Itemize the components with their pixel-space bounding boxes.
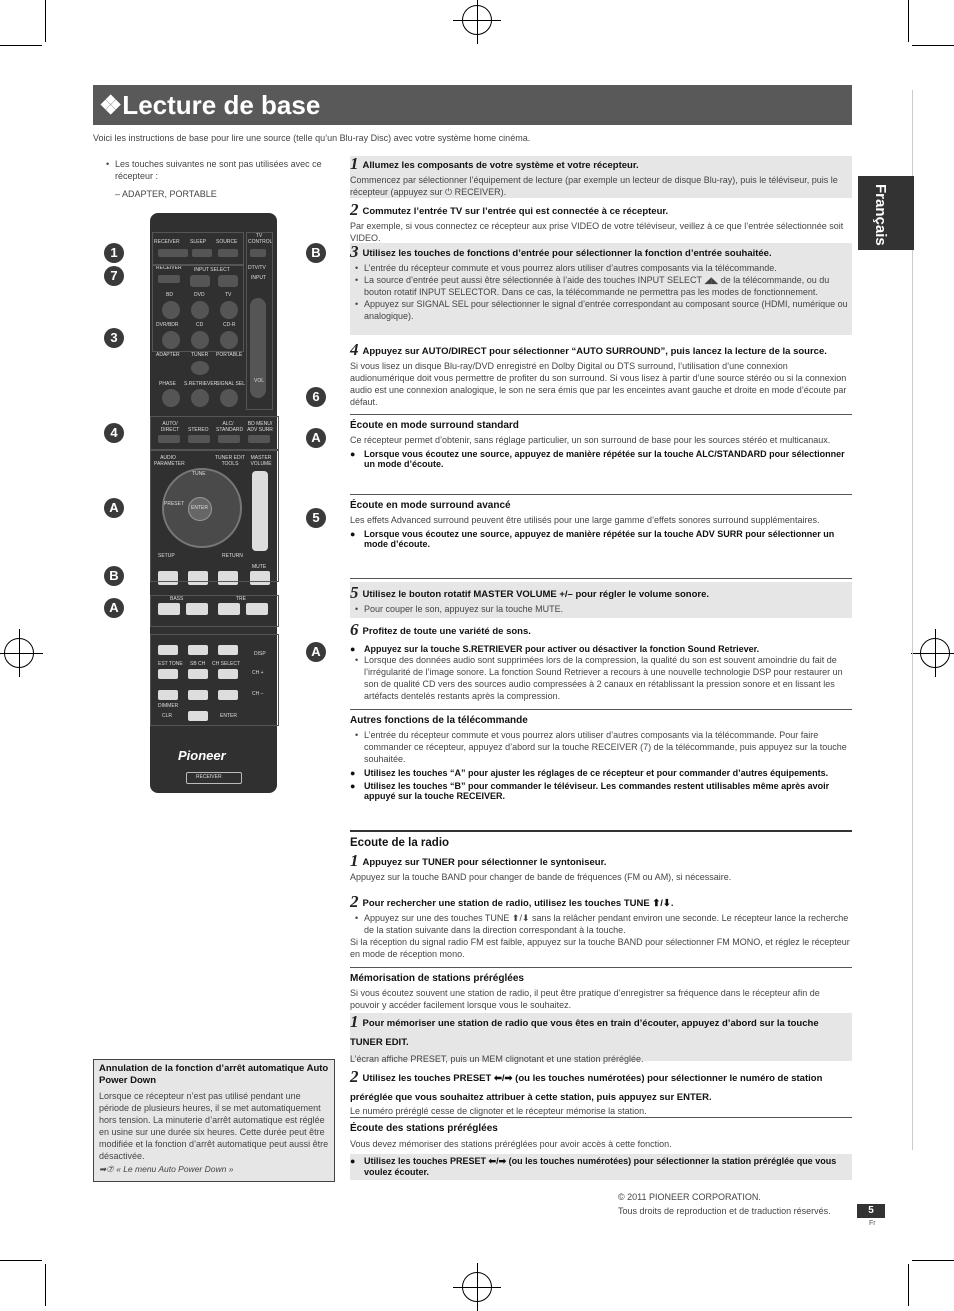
step-bullet: • Appuyez sur SIGNAL SEL pour sélectionner le signal d’entrée correspondant au composant source (HDMI, numérique ou analogique). — [364, 298, 850, 322]
advanced-surround-section — [350, 500, 850, 549]
crop-mark — [45, 0, 46, 42]
auto-power-down-box — [93, 1059, 335, 1182]
registration-mark — [920, 638, 950, 668]
section-rule — [350, 1117, 852, 1118]
step-4 — [350, 340, 850, 408]
step-body: Le numéro préréglé cesse de clignoter et le récepteur mémorise la station. — [350, 1106, 647, 1116]
remote-label: DVR/BDR — [156, 322, 179, 328]
remote-label: MUTE — [252, 564, 267, 570]
remote-label: CD — [196, 322, 204, 328]
remote-label: CH SELECT — [212, 661, 241, 667]
callout-marker: 1 — [104, 243, 124, 263]
step-number: 1 — [350, 851, 359, 870]
remote-label: TV CONTROL — [248, 233, 273, 245]
remote-label: INPUT SELECT — [194, 267, 230, 273]
brand-logo: Pioneer — [178, 748, 226, 763]
retriever-bullet: • Lorsque des données audio sont supprimées lors de la compression, la qualité du son est souvent amoindrie du fait de l’irrégularité de l’image sonore. La fonction Sound Retriever a recours à une nouvelle technologie DSP pour restaurer un son de qualité CD vers des sources audio compressées à 2 canaux en rétablissant la pression sonore et en lissant les artéfacts dentelés restants après la compression. — [364, 654, 850, 702]
remote-label: RECEIVER — [154, 239, 180, 245]
section-body: Si vous écoutez souvent une station de radio, il peut être pratique d’enregistrer sa fréquence dans le récepteur afin de pouvoir y accéder facilement lorsque vous le souhaitez. — [350, 988, 820, 1010]
remote-label: BD MENU/ ADV SURR — [247, 421, 273, 433]
step-number: 6 — [350, 620, 359, 639]
keys-b-instruction: ● Utilisez les touches “B” pour commander le téléviseur. Les commandes restent utilisables même après avoir appuyé sur la touche RECEIVER. — [350, 781, 850, 801]
crop-mark — [912, 45, 954, 46]
remote-label: TRE — [236, 596, 246, 602]
step-title: Utilisez les touches de fonctions d’entrée pour sélectionner la fonction d’entrée souhaitée. — [362, 248, 772, 259]
keys-a-instruction: ● Utilisez les touches “A” pour ajuster les réglages de ce récepteur et pour commander d’autres équipements. — [350, 768, 850, 778]
remote-label: RETURN — [222, 553, 243, 559]
remote-label: CD-R — [223, 322, 236, 328]
retriever-instruction: ● Appuyez sur la touche S.RETRIEVER pour activer ou désactiver la fonction Sound Retriever. — [350, 644, 850, 654]
remote-label: TUNE — [192, 471, 206, 477]
section-body: Ce récepteur permet d’obtenir, sans réglage particulier, un son surround de base pour les sources stéréo et multicanaux. — [350, 435, 831, 445]
registration-mark — [462, 5, 492, 35]
callout-marker: A — [306, 642, 326, 662]
step-title: Allumez les composants de votre système et votre récepteur. — [362, 160, 639, 171]
remote-label: DIMMER — [158, 703, 179, 709]
step-number: 2 — [350, 200, 359, 219]
step-title: Pour mémoriser une station de radio que vous êtes en train d’écouter, appuyez d’abord sur la touche TUNER EDIT. — [350, 1018, 819, 1048]
remote-label: TUNER EDIT TOOLS — [215, 455, 245, 467]
box-body: Lorsque ce récepteur n’est pas utilisé pendant une période de plusieurs heures, il se met automatiquement hors tension. La minuterie d’arrêt automatique est réglée en usine sur une durée six heures. Cette durée peut être modifiée et la fonction d’arrêt automatique peut aussi être désactivée. — [99, 1091, 329, 1161]
section-rule — [350, 709, 852, 710]
step-title: Appuyez sur TUNER pour sélectionner le syntoniseur. — [362, 857, 607, 868]
remote-label: EST TONE — [158, 661, 183, 667]
section-heading: Autres fonctions de la télécommande — [350, 715, 528, 726]
remote-label: CH + — [252, 670, 264, 676]
remote-label: BD — [166, 292, 173, 298]
step-2 — [350, 200, 850, 244]
crop-mark — [0, 45, 42, 46]
step-3 — [350, 242, 850, 322]
section-rule — [350, 967, 852, 968]
section-body: Vous devez mémoriser des stations préréglées pour avoir accès à cette fonction. — [350, 1139, 672, 1149]
step-number: 4 — [350, 340, 359, 359]
crop-mark — [908, 0, 909, 42]
step-bullet: • Pour couper le son, appuyez sur la touche MUTE. — [364, 603, 850, 615]
listen-preset-instruction: ● Utilisez les touches PRESET ⬅/➡ (ou les touches numérotées) pour sélectionner la station préréglée que vous voulez écouter. — [350, 1156, 852, 1177]
remote-label: BASS — [170, 596, 184, 602]
callout-marker: B — [104, 566, 124, 586]
signal-sel-button — [220, 389, 238, 407]
remote-label: SOURCE — [216, 239, 238, 245]
copyright-rights: Tous droits de reproduction et de traduction réservés. — [618, 1206, 831, 1216]
step-title: Appuyez sur AUTO/DIRECT pour sélectionner “AUTO SURROUND”, puis lancez la lecture de la source. — [362, 346, 827, 357]
remote-label: TUNER — [191, 352, 209, 358]
language-tab-label: Français — [872, 184, 889, 246]
remote-label: DVD — [194, 292, 205, 298]
section-heading: Ecoute de la radio — [350, 837, 450, 849]
bracket-e — [150, 450, 279, 582]
step-body: Appuyez sur la touche BAND pour changer de bande de fréquences (FM ou AM), si nécessaire. — [350, 872, 732, 882]
copyright: © 2011 PIONEER CORPORATION. — [618, 1192, 761, 1202]
note-line: • Les touches suivantes ne sont pas utilisées avec ce récepteur : — [115, 158, 339, 182]
remote-label: SLEEP — [190, 239, 207, 245]
crop-mark — [45, 1264, 46, 1306]
step-body: Si vous lisez un disque Blu-ray/DVD enregistré en Dolby Digital ou DTS surround, l’utilisation d’une connexion audionumérique doit vous permettre de profiter du son surround. Si vous lisez à partir d’une source stéréo ou si la connexion audio est une connexion analogique, le son ne sera émis que par les enceintes avant gauche et droite en mode d’écoute par défaut. — [350, 361, 847, 407]
step-bullet: • Appuyez sur une des touches TUNE ⬆/⬇ sans la relâcher pendant environ une seconde. Le récepteur lance la recherche de la station suivante dans la direction correspondant à la touche. — [364, 912, 850, 936]
step-body: Par exemple, si vous connectez ce récepteur aux prise VIDEO de votre téléviseur, veillez à ce que l’entrée sélectionnée soit VIDEO. — [350, 221, 844, 243]
section-heading: Mémorisation de stations préréglées — [350, 973, 524, 984]
step-number: 1 — [350, 154, 359, 173]
box-title: Annulation de la fonction d’arrêt automatique Auto Power Down — [99, 1063, 329, 1086]
remote-label: RECEIVER — [196, 774, 222, 780]
bracket-d — [150, 416, 279, 450]
callout-marker: B — [306, 243, 326, 263]
language-tab — [858, 176, 914, 250]
page-language: Fr — [869, 1220, 876, 1227]
section-instruction: ● Lorsque vous écoutez une source, appuyez de manière répétée sur la touche ADV SURR pour sélectionner un mode d’écoute. — [350, 529, 850, 549]
step-title: Pour rechercher une station de radio, utilisez les touches TUNE ⬆/⬇. — [362, 898, 674, 909]
bracket-c — [246, 232, 273, 410]
remote-label: CLR — [162, 713, 173, 719]
bracket-a — [152, 232, 244, 266]
remote-label: AUDIO PARAMETER — [154, 455, 185, 467]
preset-step-2 — [350, 1067, 850, 1117]
step-number: 5 — [350, 583, 359, 602]
preset-step-1 — [350, 1012, 850, 1065]
remote-label: MASTER VOLUME — [250, 455, 272, 467]
section-instruction: ● Lorsque vous écoutez une source, appuyez de manière répétée sur la touche ALC/STANDARD pour sélectionner un mode d’écoute. — [350, 449, 850, 469]
remote-label: S.RETRIEVER — [184, 381, 218, 387]
callout-marker: 5 — [306, 508, 326, 528]
step-title: Utilisez le bouton rotatif MASTER VOLUME +/– pour régler le volume sonore. — [362, 589, 710, 600]
step-bullet: • L’entrée du récepteur commute et vous pourrez alors utiliser d’autres composants via la télécommande. — [364, 262, 850, 274]
section-heading: Écoute des stations préréglées — [350, 1123, 498, 1134]
remote-label: ENTER — [220, 713, 237, 719]
remote-label: DTV/TV — [248, 265, 266, 271]
step-number: 2 — [350, 892, 359, 911]
step-body: L’écran affiche PRESET, puis un MEM clignotant et une station préréglée. — [350, 1054, 644, 1064]
callout-marker: A — [306, 428, 326, 448]
remote-label: ALC/ STANDARD — [216, 421, 244, 433]
remote-label: SIGNAL SEL — [216, 381, 245, 387]
crop-mark — [912, 1260, 954, 1261]
step-5 — [350, 583, 850, 615]
page-title: ❖Lecture de base — [93, 85, 852, 125]
remote-label: ENTER — [191, 505, 208, 511]
callout-marker: A — [104, 598, 124, 618]
listen-preset-section — [350, 1123, 850, 1150]
remote-label: SETUP — [158, 553, 175, 559]
radio-step-2 — [350, 892, 850, 960]
remote-label: CH – — [252, 691, 264, 697]
step-1 — [350, 154, 850, 198]
remote-label: INPUT — [251, 275, 266, 281]
s-retriever-button — [191, 389, 209, 407]
remote-label: PHASE — [159, 381, 176, 387]
remote-label: AUTO/ DIRECT — [160, 421, 180, 433]
registration-mark — [4, 638, 34, 668]
remote-label: PORTABLE — [216, 352, 243, 358]
preset-memory-section — [350, 973, 850, 1011]
callout-marker: A — [104, 498, 124, 518]
unused-keys-note — [99, 158, 339, 200]
step-number: 1 — [350, 1012, 359, 1031]
section-rule — [350, 830, 852, 832]
page-number: 5 — [857, 1204, 885, 1218]
crop-mark — [0, 1260, 42, 1261]
callout-marker: 4 — [104, 423, 124, 443]
section-heading: Écoute en mode surround avancé — [350, 500, 511, 511]
box-reference: ➡⑦ « Le menu Auto Power Down » — [99, 1164, 234, 1174]
step-6 — [350, 620, 850, 702]
radio-section — [350, 837, 850, 883]
remote-label: DISP — [254, 651, 266, 657]
step-number: 2 — [350, 1067, 359, 1086]
callout-marker: 6 — [306, 387, 326, 407]
remote-label: TV — [225, 292, 232, 298]
crop-mark — [908, 1264, 909, 1306]
bracket-f — [150, 595, 279, 627]
step-number: 3 — [350, 242, 359, 261]
remote-label: STEREO — [188, 427, 209, 433]
remote-label: RECEIVER — [156, 265, 182, 271]
note-line: – ADAPTER, PORTABLE — [115, 189, 217, 199]
remote-label: ADAPTER — [156, 352, 180, 358]
step-title: Profitez de toute une variété de sons. — [362, 626, 531, 637]
callout-marker: 7 — [104, 266, 124, 286]
bracket-b — [152, 264, 244, 352]
tuner-button — [191, 361, 209, 375]
section-rule — [350, 414, 852, 415]
step-bullet: • La source d’entrée peut aussi être sélectionnée à l’aide des touches INPUT SELECT ◢◣ de la télécommande, ou du bouton rotatif INPUT SELECTOR. Dans ce cas, la télécommande ne permettra pas les modes de fonctionnement. — [364, 274, 850, 298]
phase-button — [162, 389, 180, 407]
step-title: Commutez l’entrée TV sur l’entrée qui est connectée à ce récepteur. — [362, 206, 669, 217]
section-body: Les effets Advanced surround peuvent être utilisés pour une large gamme d’effets sonores surround supplémentaires. — [350, 515, 820, 525]
callout-marker: 3 — [104, 328, 124, 348]
section-rule — [350, 494, 852, 495]
standard-surround-section — [350, 420, 850, 469]
section-heading: Écoute en mode surround standard — [350, 420, 519, 431]
other-functions-section — [350, 715, 850, 801]
remote-label: SB CH — [190, 661, 206, 667]
intro-text: Voici les instructions de base pour lire une source (telle qu’un Blu-ray Disc) avec votre système home cinéma. — [93, 133, 531, 143]
step-body: Si la réception du signal radio FM est faible, appuyez sur la touche BAND pour sélectionner FM MONO, et réglez le récepteur en mode de réception mono. — [350, 937, 850, 959]
step-body: Commencez par sélectionner l’équipement de lecture (par exemple un lecteur de disque Blu-ray), puis le téléviseur, puis le récepteur (appuyez sur ⏻ RECEIVER). — [350, 175, 838, 197]
remote-label: VOL — [254, 378, 265, 384]
step-title: Utilisez les touches PRESET ⬅/➡ (ou les touches numérotées) pour sélectionner le numéro de station préréglée que vous souhaitez attribuer à cette station, puis appuyez sur ENTER. — [350, 1073, 823, 1103]
section-bullet: • L’entrée du récepteur commute et vous pourrez alors utiliser d’autres composants via la télécommande. Pour faire commander ce récepteur, appuyez d’abord sur la touche RECEIVER (7) de la télécommande, puis appuyez sur la touche souhaitée. — [364, 729, 850, 765]
section-rule — [350, 578, 852, 579]
remote-label: PRESET — [164, 501, 185, 507]
bracket-g — [150, 634, 279, 726]
registration-mark — [462, 1272, 492, 1302]
